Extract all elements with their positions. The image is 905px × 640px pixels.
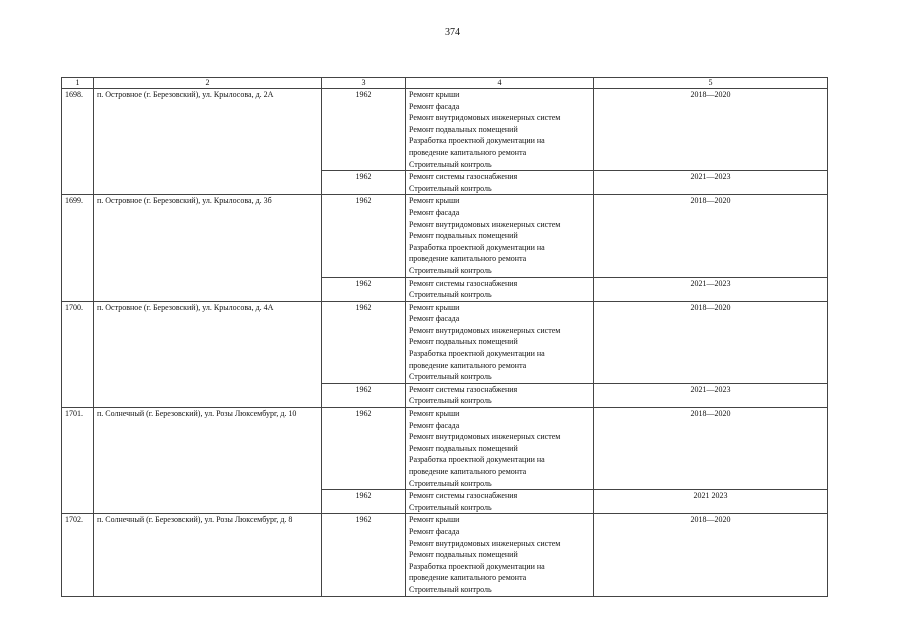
year-cell: 1962 — [322, 383, 406, 407]
work-item: Ремонт подвальных помещений — [409, 443, 518, 453]
work-item: проведение капитального ремонта — [409, 254, 527, 264]
work-item: Ремонт системы газоснабжения — [409, 491, 518, 501]
period-cell: 2018—2020 — [594, 195, 828, 277]
table-row — [62, 514, 828, 596]
work-item: Разработка проектной документации на — [409, 349, 545, 359]
period-cell: 2021—2023 — [594, 171, 828, 195]
table-row — [62, 301, 828, 383]
table-body — [62, 78, 828, 597]
work-item: Ремонт внутридомовых инженерных систем — [409, 325, 561, 335]
year-cell: 1962 — [322, 301, 406, 383]
row-number-cell: 1701. — [62, 408, 94, 514]
works-cell — [406, 301, 594, 383]
works-cell — [406, 490, 594, 514]
header-cell-year: 3 — [322, 78, 406, 89]
work-item: Ремонт внутридомовых инженерных систем — [409, 538, 561, 548]
work-item: Разработка проектной документации на — [409, 136, 545, 146]
work-item: Строительный контроль — [409, 502, 492, 512]
work-item: Ремонт крыши — [409, 515, 460, 525]
address-cell: п. Островное (г. Березовский), ул. Крылосова, д. 4А — [94, 301, 322, 407]
year-cell: 1962 — [322, 171, 406, 195]
work-item: проведение капитального ремонта — [409, 360, 527, 370]
work-item: Ремонт системы газоснабжения — [409, 172, 518, 182]
work-item: Ремонт крыши — [409, 196, 460, 206]
year-cell: 1962 — [322, 277, 406, 301]
period-cell: 2018—2020 — [594, 89, 828, 171]
work-item: Строительный контроль — [409, 396, 492, 406]
works-cell — [406, 195, 594, 277]
work-item: Строительный контроль — [409, 478, 492, 488]
period-cell: 2018—2020 — [594, 514, 828, 596]
period-cell: 2021—2023 — [594, 383, 828, 407]
table-row — [62, 408, 828, 490]
page-number: 374 — [445, 27, 460, 38]
header-cell-num: 1 — [62, 78, 94, 89]
work-item: Ремонт фасада — [409, 101, 460, 111]
work-item: Ремонт фасада — [409, 420, 460, 430]
address-cell: п. Солнечный (г. Березовский), ул. Розы Люксембург, д. 10 — [94, 408, 322, 514]
row-number-cell: 1699. — [62, 195, 94, 301]
year-cell: 1962 — [322, 514, 406, 596]
row-number-cell: 1700. — [62, 301, 94, 407]
work-item: Разработка проектной документации на — [409, 455, 545, 465]
work-item: Строительный контроль — [409, 290, 492, 300]
year-cell: 1962 — [322, 490, 406, 514]
work-item: Строительный контроль — [409, 159, 492, 169]
header-cell-works: 4 — [406, 78, 594, 89]
work-item: Строительный контроль — [409, 183, 492, 193]
work-item: Ремонт системы газоснабжения — [409, 278, 518, 288]
work-item: Строительный контроль — [409, 584, 492, 594]
work-item: Ремонт фасада — [409, 207, 460, 217]
address-cell: п. Солнечный (г. Березовский), ул. Розы Люксембург, д. 8 — [94, 514, 322, 596]
work-item: Строительный контроль — [409, 265, 492, 275]
work-item: Ремонт крыши — [409, 302, 460, 312]
work-item: Разработка проектной документации на — [409, 242, 545, 252]
work-item: Ремонт подвальных помещений — [409, 337, 518, 347]
row-number-cell: 1698. — [62, 89, 94, 195]
work-item: проведение капитального ремонта — [409, 573, 527, 583]
period-cell: 2018—2020 — [594, 301, 828, 383]
table-row — [62, 89, 828, 171]
header-cell-address: 2 — [94, 78, 322, 89]
work-item: Ремонт подвальных помещений — [409, 124, 518, 134]
works-cell — [406, 171, 594, 195]
year-cell: 1962 — [322, 89, 406, 171]
work-item: Разработка проектной документации на — [409, 561, 545, 571]
work-item: Строительный контроль — [409, 372, 492, 382]
period-cell: 2021—2023 — [594, 277, 828, 301]
works-cell — [406, 383, 594, 407]
work-item: Ремонт внутридомовых инженерных систем — [409, 219, 561, 229]
work-item: Ремонт внутридомовых инженерных систем — [409, 113, 561, 123]
work-item: Ремонт системы газоснабжения — [409, 384, 518, 394]
year-cell: 1962 — [322, 195, 406, 277]
repair-schedule-table — [61, 77, 828, 597]
work-item: Ремонт крыши — [409, 409, 460, 419]
work-item: проведение капитального ремонта — [409, 467, 527, 476]
work-item: Ремонт подвальных помещений — [409, 231, 518, 241]
work-item: Ремонт внутридомовых инженерных систем — [409, 432, 561, 442]
header-cell-period: 5 — [594, 78, 828, 89]
works-cell — [406, 514, 594, 596]
period-cell: 2021 2023 — [594, 490, 828, 514]
row-number-cell: 1702. — [62, 514, 94, 596]
period-cell: 2018—2020 — [594, 408, 828, 490]
work-item: Ремонт подвальных помещений — [409, 550, 518, 560]
address-cell: п. Островное (г. Березовский), ул. Крылосова, д. 3б — [94, 195, 322, 301]
table-row — [62, 195, 828, 277]
address-cell: п. Островное (г. Березовский), ул. Крылосова, д. 2А — [94, 89, 322, 195]
work-item: Ремонт крыши — [409, 90, 460, 99]
works-cell — [406, 277, 594, 301]
works-cell — [406, 89, 594, 171]
work-item: Ремонт фасада — [409, 314, 460, 324]
work-item: Ремонт фасада — [409, 526, 460, 536]
year-cell: 1962 — [322, 408, 406, 490]
work-item: проведение капитального ремонта — [409, 147, 527, 157]
works-cell — [406, 408, 594, 490]
header-row — [62, 78, 828, 89]
